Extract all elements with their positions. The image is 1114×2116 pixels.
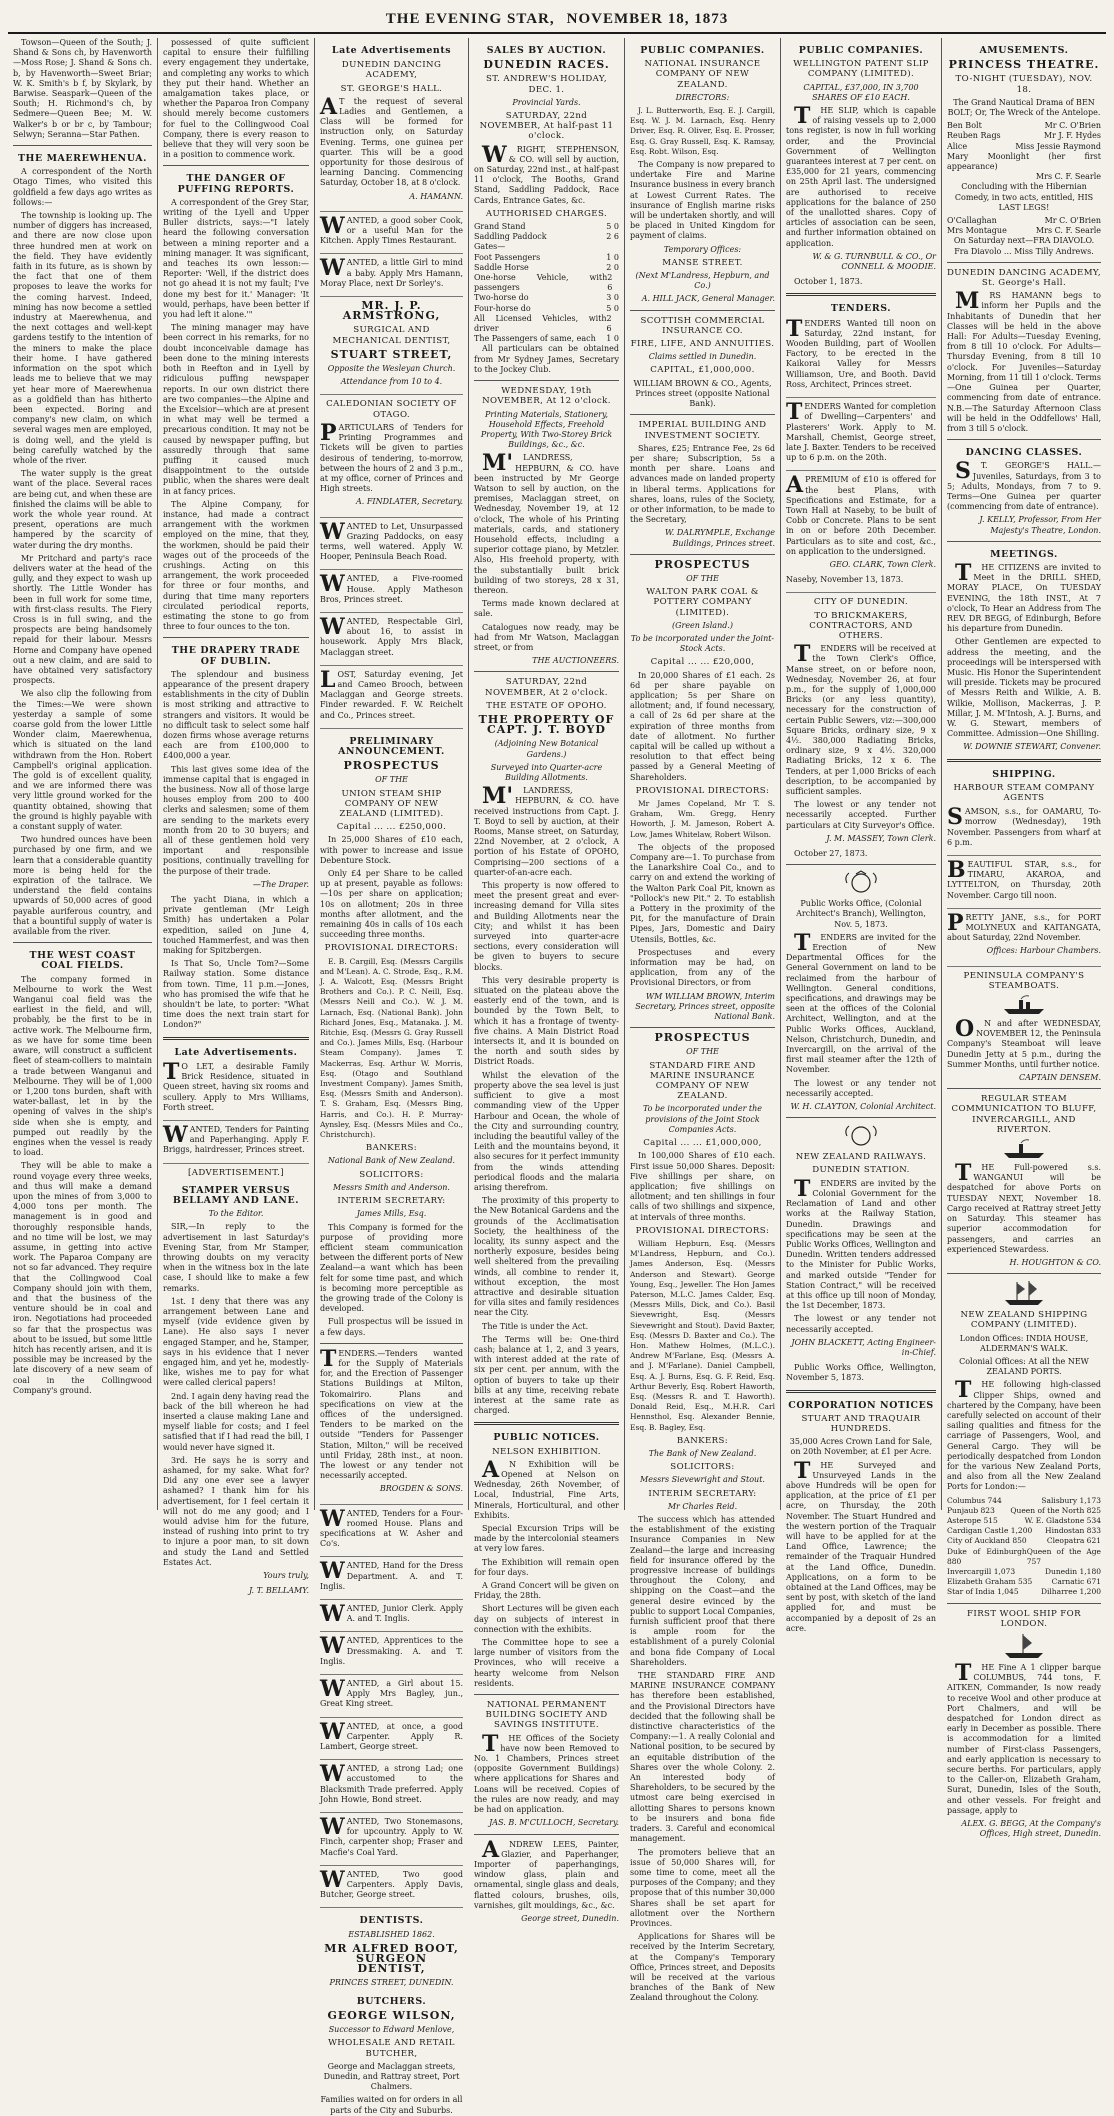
ship-entry: Star of India 1,045 (947, 1587, 1019, 1597)
railways-heading: NEW ZEALAND RAILWAYS. (795, 1152, 927, 1163)
cast-row (947, 216, 1101, 226)
charge-row-label: Gates— (474, 242, 506, 252)
race-entries-text: Towson—Queen of the South; J. Shand & Sons ch, by Havenworth—Moss Rose; J. Shand & Sons ch. b, by Havenworth—Sweet Briar; W. K. Smith's b f, by Skylark, by Barwise. Seaspark—Queen of the South; H. Richmond's ch, by Sedmere—Queen Bee; M. W. Walker's b or br c, by Tambour; Selwyn; Seranna—Star Pathen. (13, 38, 152, 139)
national-insurance-heading: NATIONAL INSURANCE COMPANY OF NEW ZEALAND. (644, 59, 761, 90)
ship-entry: Carnatic 671 (1051, 1577, 1101, 1587)
article-paragraph: They will be able to make a round voyage every three weeks, and thus will make a demand upon the mines of from 3,000 to 4,000 tons per month. The management is in good and thoroughly responsible hands, and no time will be lost, we may assume, in getting into active work. The Paparoa Company are not so far advanced. They require that the Collingwood Coal Company should join with them, and that the business of the venture should be in coal and iron. Negotiations had proceeded so far that the prospectus was about to be issued, but some little hitch has recently arisen, and it is possible may be increased by the late discovery of a new seam of coal in the Collingwood Company's ground. (13, 1161, 152, 1395)
ship-entry: Cleopatra 621 (1046, 1536, 1101, 1546)
charge-row-label: Four-horse do (474, 303, 531, 313)
fleet-row (947, 1577, 1101, 1587)
directors-list: E. B. Cargill, Esq. (Messrs Cargills and M'Lean). A. C. Strode, Esq., R.M. J. A. Walcott, Esq. (Messrs Bright Brothers and Co.). P. C. Neill, Esq. (Messrs Neill and Co.). W. J. M. Larnach, Esq. (National Bank). John Richard Jones, Esq., Matanaka. J. M. Ritchie, Esq. (Messrs G. Gray Russell and Co.). James Mills, Esq. (Harbour Steam Company). James T. Mackerras, Esq. Arthur W. Morris, Esq. (Otago and Southland Investment Company). James Smith, Esq. (Messrs Smith and Anderson). T. S. Graham, Esq. (Messrs Bing, Harris, and Co.). H. P. Murray-Aynsley, Esq. (Messrs Miles and Co., Christchurch). (320, 956, 463, 1140)
royal-crest-icon (841, 870, 881, 896)
maerewhenua-heading: THE MAEREWHENUA. (17, 153, 148, 165)
classified-ad: WANTED, at once, a good Carpenter. Apply R. Lambert, George street. (320, 1722, 463, 1761)
article-paragraph: Mr Pritchard and party's race delivers water at the head of the gully, and they expect to wash up shortly. The Little Wonder has been in full work for some time, with first-class results. The Fiery Cross is in full swing, and the prospects are being handsomely repaid for their labour. Messrs Horne and Company have opened out a new claim, and are said to have obtained very satisfactory prospects. (13, 553, 152, 686)
charge-row-value: 5 0 (606, 222, 619, 232)
fleet-row (947, 1526, 1101, 1536)
amusements-heading: AMUSEMENTS. (979, 45, 1069, 56)
corporation-notices-heading: CORPORATION NOTICES (788, 1399, 934, 1411)
west-coast-coal-heading: THE WEST COAST COAL FIELDS. (29, 950, 136, 972)
cast-row-value: Mrs C. F. Searle (1035, 226, 1101, 236)
article-paragraph: We also clip the following from the Times:—We were shown yesterday a sample of some coarse gold from the lower Little Wonder claim, Maerewhenua, which is situated on the land withdrawn from the Hon. Robert Campbell's original application. The gold is of excellent quality, and we are informed there was very little ground worked for the quantity obtained, showing that the ground is highly payable with a constant supply of water. (13, 689, 152, 832)
column-5: PUBLIC COMPANIES. NATIONAL INSURANCE COMPANY OF NEW ZEALAND. DIRECTORS: J. L. Butterworth, Esq. E. J. Cargill, Esq. W. J. M. Larnach, Esq. Henry Driver, Esq. R. Oliver, Esq. E. Prosser, Esq. G. Gray Russell, Esq. K. Ramsay, Esq. Robt. Wilson, Esq. The Company is now prepared to undertake Fire and Marine Insurance business in every branch at Lowest Current Rates. The insurance of English marine risks will be undertaken shortly, and will be placed in United Kingdom for payment of claims. Temporary Offices: MANSE STREET. (Next M'Landress, Hepburn, and Co.) A. HILL JACK, General Manager. SCOTTISH COMMERCIAL INSURANCE CO. FIRE, LIFE, AND ANNUITIES. Claims settled in Dunedin. CAPITAL, £1,000,000. WILLIAM BROWN & CO., Agents, Princes street (opposite National Bank). IMPERIAL BUILDING AND INVESTMENT SOCIETY. Shares, £25; Entrance Fee, 2s 6d per share; Subscription, 5s a month per share. Loans and advances made on landed property in liberal terms. Applications for shares, loans, rules of the Society, or other information, to be made to the Secretary, W. DALRYMPLE, Exchange Buildings, Princes street. PROSPECTUS OF THE WALTON PARK COAL & POTTERY COMPANY (LIMITED). (Green Island.) To be incorporated under the Joint-Stock Acts. Capital ... ... £20,000, In 20,000 Shares of £1 each. 2s 6d per share payable on application; 5s per Share on allotment; and, if found necessary, a call of 2s 6d per share at the expiration of three months from date of allotment. No further capital will be called up without a resolution to that effect being passed by a General Meeting of Shareholders. PROVISIONAL DIRECTORS: Mr James Copeland, Mr T. S. Graham, Wm. Gregg, Henry Howorth, J. M. Jameson, Robert A. Low, James Whitelaw, Robert Wilson. The objects of the proposed Company are—1. To purchase from the Lanarkshire Coal Co., and to carry on and extend the working of the Walton Park Coal Pit, known as "Pollock's new Pit." 2. To establish a Pottery in the proximity of the Pit, for the manufacture of Drain Pipes, Jars, Domestic and Dairy Utensils, Bottles, &c. Prospectuses and every information may be had, on application, from any of the Provisional Directors, or from WM WILLIAM BROWN, Interim Secretary, Princes street, opposite National Bank. PROSPECTUS OF THE STANDARD FIRE AND MARINE INSURANCE COMPANY OF NEW ZEALAND. To be incorporated under the provisions of the Joint Stock Companies Acts. Capital ... ... £1,000,000, In 100,000 Shares of £10 each. First issue 50,000 Shares. Deposit: Five shillings per share, on application; five shillings on allotment; and ten shillings in four calls of two shillings and sixpence, at intervals of three months. PROVISIONAL DIRECTORS: William Hepburn, Esq. (Messrs M'Landress, Hepburn, and Co.). James Anderson, Esq. (Messrs Anderson and Stewart). George Young, Esq., Jeweller. The Hon James Paterson, M.L.C. James Calder, Esq. (Messrs Mills, Dick, and Co.). Basil Sievewright, Esq. (Messrs Sievewright and Stout). David Baxter, Esq. (Messrs D. Baxter and Co.). The Hon. Mathew Holmes, (M.L.C.). Andrew M'Farlane, Esq. (Messrs A. and J. M'Farlane). Daniel Campbell, Esq. A. J. Burns, Esq. G. F. Reid, Esq. Arthur Beverly, Esq. Robert Haworth, Esq. (Messrs R. and T. Haworth). Donald Reid, Esq., M.H.R. Carl Hennsthol, Esq. Alexander Bennie, Esq. B. Bagley, Esq. BANKERS: The Bank of New Zealand. SOLICITORS: Messrs Sievewright and Stout. INTERIM SECRETARY: Mr Charles Reid. The success which has attended the establishment of the existing Insurance Companies in New Zealand—the large and increasing field for insurance offered by the progressive increase of buildings throughout the Colony, and shipping on the Coast—and the general desire evinced by the public to support Local Companies, furnish sufficient proof that there is ample room for the establishment of a purely Colonial and bona fide Company of Local Shareholders. THE STANDARD FIRE AND MARINE INSURANCE COMPANY has therefore been established, and the Provisional Directors have decided that the following shall be distinctive characteristics of the Company:—1. A really Colonial and National position, to be secured by an equitable distribution of the Shares over the whole Colony. 2. An interested body of Shareholders, to be secured by the utmost care being exercised in allotting Shares to persons known to be insurers and bona fide traders. 3. Careful and economical management. The promoters believe that an issue of 50,000 Shares will, for some time to come, meet all the purposes of the Company; and they propose that of this number 30,000 Shares shall be set apart for allotment over the Northern Provinces. Applications for Shares will be received by the Interim Secretary, at the Company's Temporary Office, Princes street, and Deposits will be received at the various branches of the Bank of New Zealand throughout the Colony. (625, 38, 781, 1510)
letter-paragraph: 1st. I deny that there was any arrangement between Lane and myself (vide evidence given by Lane). He also says I never engaged Stamper, and he, Stamper, says in his evidence that I never engaged him, and yet he, modestly-like, wishes me to pay for what were called clerical papers! (163, 1296, 309, 1388)
ship-entry: Queen of the North 825 (1010, 1505, 1101, 1515)
dunedin-races-heading: DUNEDIN RACES. (483, 58, 610, 72)
capital-line: Capital ... ... £250,000. (336, 822, 447, 833)
ship-entry: W. E. Gladstone 534 (1024, 1515, 1101, 1525)
classified-ad: WANTED, Tenders for a Four-roomed House. Plans and specifications at W. Asher and Co's. (320, 1509, 463, 1558)
authorised-charges-table (474, 222, 619, 344)
article-paragraph: The mining manager may have been correct in his remarks, for no doubt inconceivable damage has been done to the mining interests both in Reefton and in Lyell by ridiculous puffing newspaper reports. In our own district there are two companies—the Alpine and the Excelsior—which are at present in what may well be termed a precarious condition. It may not be caused by newspaper puffing, but assuredly through that same puffing it caused much disappointment to the outside public, when the shares were dealt in at fancy prices. (163, 323, 309, 496)
shipping-ad: PRETTY JANE, s.s., for PORT MOLYNEUX and KAITANGATA, about Saturday, 22nd November. Offices: Harbour Chambers. (947, 913, 1101, 967)
public-companies-heading: PUBLIC COMPANIES. (640, 45, 765, 56)
dentist-ad: MR. J. P. ARMSTRONG, SURGICAL AND MECHANICAL DENTIST, STUART STREET, Opposite the Wesleyan Church. Attendance from 10 to 4. (320, 301, 463, 395)
dancing-academy-heading: DUNEDIN DANCING ACADEMY, St. George's Hall. (947, 267, 1102, 289)
column-3: Late Advertisements DUNEDIN DANCING ACADEMY, ST. GEORGE'S HALL. AT the request of several Ladies and Gentlemen, a Class will be formed for instruction only, on Saturday Evening. Terms, one guinea per quarter. This will be a good opportunity for those desirous of learning Dancing. Commencing Saturday, October 18, at 8 o'clock. A. HAMANN. WANTED, a good sober Cook, or a useful Man for the Kitchen. Apply Times Restaurant. WANTED, a little Girl to mind a baby. Apply Mrs Hamann, Moray Place, next Dr Sorley's. MR. J. P. ARMSTRONG, SURGICAL AND MECHANICAL DENTIST, STUART STREET, Opposite the Wesleyan Church. Attendance from 10 to 4. CALEDONIAN SOCIETY OF OTAGO. PARTICULARS of Tenders for Printing Programmes and Tickets will be given to parties desirous of tendering, to-morrow, between the hours of 2 and 3 p.m., at my office, corner of Princes and High streets. A. FINDLATER, Secretary. WANTED to Let, Unsurpassed Grazing Paddocks, on easy terms, well watered. Apply W. Hooper, Peninsula Beach Road. WANTED, a Five-roomed House. Apply Matheson Bros, Princes street. WANTED, Respectable Girl, about 16, to assist in housework. Apply Mrs Black, Maclaggan street. LOST, Saturday evening, Jet and Cameo Brooch, between Maclaggan and George streets. Finder rewarded. F. W. Reichelt and Co., Princes street. PRELIMINARY ANNOUNCEMENT. PROSPECTUS OF THE UNION STEAM SHIP COMPANY OF NEW ZEALAND (LIMITED). Capital ... ... £250,000. In 25,000 Shares of £10 each, with power to increase and issue Debenture Stock. Only £4 per Share to be called up at present, payable as follows:—10s per share on application; 10s on allotment; 20s in three months after allotment, and the remaining 40s in calls of 10s each succeeding three months. PROVISIONAL DIRECTORS: E. B. Cargill, Esq. (Messrs Cargills and M'Lean). A. C. Strode, Esq., R.M. J. A. Walcott, Esq. (Messrs Bright Brothers and Co.). P. C. Neill, Esq. (Messrs Neill and Co.). W. J. M. Larnach, Esq. (National Bank). John Richard Jones, Esq., Matanaka. J. M. Ritchie, Esq. (Messrs G. Gray Russell and Co.). James Mills, Esq. (Harbour Steam Company). James T. Mackerras, Esq. Arthur W. Morris, Esq. (Otago and Southland Investment Company). James Smith, Esq. (Messrs Smith and Anderson). T. S. Graham, Esq. (Messrs Bing, Harris, and Co.). H. P. Murray-Aynsley, Esq. (Messrs Miles and Co., Christchurch). BANKERS: National Bank of New Zealand. SOLICITORS: Messrs Smith and Anderson. INTERIM SECRETARY: James Mills, Esq. This Company is formed for the purpose of providing more efficient steam communication between the different ports of New Zealand—a want which has been felt for some time past, and which is becoming more perceptible as the growing trade of the Colony is developed. Full prospectus will be issued in a few days. TENDERS.—Tenders wanted for the Supply of Materials for, and the Erection of Passenger Stations Buildings at Milton, Tokomairiro. Plans and specifications on view at the offices of the undersigned. Tenders to be marked on the outside "Tenders for Passenger Station, Milton," will be received until Friday, 28th inst., at noon. The lowest or any tender not necessarily accepted. BROGDEN & SONS. WANTED, Tenders for a Four-roomed House. Plans and specifications at W. Asher and Co's. WANTED, Hand for the Dress Department. A. and T. Inglis. WANTED, Junior Clerk. Apply A. and T. Inglis. WANTED, Apprentices to the Dressmaking. A. and T. Inglis. WANTED, a Girl about 15. Apply Mrs Bagley, jun., Great King street. WANTED, at once, a good Carpenter. Apply R. Lambert, George street. WANTED, a strong Lad; one accustomed to the Blacksmith Trade preferred. Apply John Howie, Bond street. WANTED, Two Stonemasons, for upcountry. Apply to W. Finch, carpenter shop; Fraser and Macfie's Coal Yard. WANTED, Two good Carpenters. Apply Davis, Butcher, George street. DENTISTS. ESTABLISHED 1862. MR ALFRED BOOT, SURGEON DENTIST, PRINCES STREET, DUNEDIN. BUTCHERS. GEORGE WILSON, Successor to Edward Menlove, WHOLESALE AND RETAIL BUTCHER, George and Maclaggan streets, Dunedin, and Rattray street, Port Chalmers. Families waited on for orders in all parts of the City and Suburbs. (315, 38, 469, 1510)
fleet-row (947, 1567, 1101, 1577)
fleet-table (947, 1496, 1101, 1598)
letter-signature: J. T. BELLAMY. (248, 1586, 309, 1596)
charge-row-value: 1 0 (606, 334, 619, 344)
tenders-ad: TENDERS.—Tenders wanted for the Supply of Materials for, and the Erection of Passenger Stations Buildings at Milton, Tokomairiro. Plans and specifications on view at the offices of the undersigned. Tenders to be marked on the outside "Tenders for Passenger Station, Milton," will be received until Friday, 28th inst., at noon. The lowest or any tender not necessarily accepted. BROGDEN & SONS. (320, 1349, 463, 1505)
classified-ad: WANTED, Apprentices to the Dressmaking. A. and T. Inglis. (320, 1636, 463, 1675)
ship-entry: Columbus 744 (947, 1495, 1002, 1505)
ship-entry: Duke of Edinburgh 880 (947, 1546, 1027, 1566)
ship-entry: Cardigan Castle 1,200 (947, 1526, 1033, 1536)
charge-row-label: Grand Stand (474, 222, 526, 232)
column-4: SALES BY AUCTION. DUNEDIN RACES. ST. ANDREW'S HOLIDAY, DEC. 1. Provincial Yards. SATURDAY, 22nd NOVEMBER, At half-past 11 o'clock. WRIGHT, STEPHENSON, & CO. will sell by auction, on Saturday, 22nd inst., at half-past 11 o'clock, The Booths, Grand Stand, Saddling Paddock, Race Cards, Entrance Gates, &c. AUTHORISED CHARGES. Grand Stand 5 0 Saddling Paddock 2 6 Gates— Foot Passengers 1 0 Saddle Horse 2 0 One-horse Vehicle, with passengers 2 6 Two-horse do 3 0 Four-horse do 5 0 All Licensed Vehicles, with driver 2 6 The Passengers of same, each 1 0 All particulars can be obtained from Mr Sydney James, Secretary to the Jockey Club. WEDNESDAY, 19th NOVEMBER, At 12 o'clock. Printing Materials, Stationery, Household Effects, Freehold Property, With Two-Storey Brick Buildings, &c., &c. M'LANDRESS, HEPBURN, & CO. have been instructed by Mr George Watson to sell by auction, on the premises, Maclaggan street, on Wednesday, November 19, at 12 o'clock, The whole of his Printing materials, cards, and stationery Household effects, including a superior cottage piano, by Metzler. Also, His freehold property, with the substantially built brick building of two storeys, 28 x 31, thereon. Terms made known declared at sale. Catalogues now ready, may be had from Mr Watson, Maclaggan street, or from THE AUCTIONEERS. SATURDAY, 22nd NOVEMBER, At 2 o'clock. THE ESTATE OF OPOHO. THE PROPERTY OF CAPT. J. T. BOYD (Adjoining New Botanical Gardens.) Surveyed into Quarter-acre Building Allotments. M'LANDRESS, HEPBURN, & CO. have received instructions from Capt. J. T. Boyd to sell by auction, at their Rooms, Manse street, on Saturday, 22nd November, at 2 o'clock, A portion of his Estate of OPOHO, Comprising—200 sections of a quarter-of-an-acre each. This property is now offered to meet the present great and ever-increasing demand for Villa sites and Building Allotments near the City; and whilst it has been surveyed into quarter-acre sections, every consideration will be given to buyers to secure blocks. This very desirable property is situated on the plateau above the easterly end of the town, and is bounded by the Town Belt, to which it has a frontage of twenty-five chains. A Main District Road intersects it, and it is bounded on the north and south sides by District Roads. Whilst the elevation of the property above the sea level is just sufficient to give a most commanding view of the Upper Harbour and Ocean, the whole of the City and surrounding country, including the beautiful valley of the Leith and the mountains beyond, it also secures for it perfect immunity from the winds attending periodical floods and the malaria arising therefrom. The proximity of this property to the New Botanical Gardens and the grounds of the Acclimatisation Society, the healthiness of the locality, its sunny aspect and the northerly exposure, besides being well sheltered from the prevailing winds, all combine to render it, without exception, the most attractive and desirable situation for villa sites and family residences near the City. The Title is under the Act. The Terms will be: One-third cash; balance at 1, 2, and 3 years, with interest added at the rate of six per cent. per annum, with the option of buyers to take up their bills at any time, receiving rebate interest at the same rate as charged. PUBLIC NOTICES. NELSON EXHIBITION. AN Exhibition will be Opened at Nelson on Wednesday, 26th November, of Local, Industrial, Fine Arts, Minerals, Horticultural, and other Exhibits. Special Excursion Trips will be made by the intercolonial steamers at very low fares. The Exhibition will remain open for four days. A Grand Concert will be given on Friday, the 28th. Short Lectures will be given each day on subjects of interest in connection with the exhibits. The Committee hope to see a large number of visitors from the Provinces, who will receive a hearty welcome from Nelson residents. NATIONAL PERMANENT BUILDING SOCIETY AND SAVINGS INSTITUTE. THE Offices of the Society have now been Removed to No. 1 Chambers, Princes street (opposite Government Buildings) where applications for Shares and Loans will be received. Copies of the rules are now ready, and may be had on application. JAS. B. M'CULLOCH, Secretary. ANDREW LEES, Painter, Glazier, and Paperhanger, Importer of paperhangings, window glass, plain and ornamental, single glass and deals, flatted colours, brushes, oils, varnishes, gilt mouldings, &c., &c. George street, Dunedin. (469, 38, 625, 1510)
andrew-lees-ad: ANDREW LEES, Painter, Glazier, and Paperhanger, Importer of paperhangings, window glass, plain and ornamental, single glass and deals, flatted colours, brushes, oils, varnishes, gilt mouldings, &c., &c. (474, 1836, 619, 1910)
ship-entry: Asterope 515 (947, 1515, 998, 1525)
classified-ad: TO LET, a desirable Family Brick Residence, situated in Queen street, having six rooms and scullery. Apply to Mrs Williams, Forth street. (163, 1062, 309, 1121)
prospectus-heading: PROSPECTUS (343, 759, 440, 773)
cast-row (947, 152, 1101, 172)
charge-row-label: Two-horse do (474, 293, 529, 303)
column-7: AMUSEMENTS. PRINCESS THEATRE. TO-NIGHT (TUESDAY), NOV. 18. The Grand Nautical Drama of BEN BOLT; Or, The Wreck of the Antelope. Ben Bolt Mr C. O'Brien Reuben Rags Mr J. F. Hydes Alice Miss Jessie Raymond Mary Moonlight (her first appearance) Mrs C. F. Searle Concluding with the Hibernian Comedy, in two acts, entitled, HIS LAST LEGS! O'Callaghan Mr C. O'Brien Mrs Montague Mrs C. F. Searle On Saturday next—FRA DIAVOLO. Fra Diavolo ... Miss Tilly Andrews. DUNEDIN DANCING ACADEMY, St. George's Hall. MRS HAMANN begs to inform her Pupils and the Inhabitants of Dunedin that her Classes will be held in the above Hall: For Adults—Tuesday Evening, from 8 till 10 o'clock. For Adults—Thursday Evening, from 8 till 10 o'clock. For Juveniles—Saturday Morning, from 11 till 1 o'clock. Terms—One Guinea per Quarter, commencing from date of entrance. N.B.—The Saturday Afternoon Class will be held in the Oddfellows' Hall, from 3 till 5 o'clock. DANCING CLASSES. ST. GEORGE'S HALL.—Juveniles, Saturdays, from 3 to 5; Adults, Mondays, from 7 to 9. Terms—One Guinea per quarter (commencing from date of entrance). J. KELLY, Professor, From Her Majesty's Theatre, London. MEETINGS. THE CITIZENS are invited to Meet in the DRILL SHED, MORAY PLACE, On TUESDAY EVENING, the 18th INST., At 7 o'clock, To Hear an Address from The REV. DR BEGG, of Edinburgh, Before his departure from Dunedin. Other Gentlemen are expected to address the meeting, and the proceedings will be interspersed with Music. His Honor the Superintendent will preside. Tickets may be procured of Messrs Reith and Wilkie, A. B. Wilkie, Mollison, Mackerras, J. P. Millar, J. M. M'Intosh, A. J. Burns, and W. G. Stewart, members of Committee. Admission—One Shilling. W. DOWNIE STEWART, Convener. SHIPPING. HARBOUR STEAM COMPANY AGENTS SAMSON, s.s., for OAMARU, To-morrow (Wednesday), 19th November. Passengers from wharf at 6 p.m. BEAUTIFUL STAR, s.s., for TIMARU, AKAROA, and LYTTELTON, on Thursday, 20th November. Cargo till noon. PRETTY JANE, s.s., for PORT MOLYNEUX and KAITANGATA, about Saturday, 22nd November. Offices: Harbour Chambers. PENINSULA COMPANY'S STEAMBOATS. ON and after WEDNESDAY, NOVEMBER 12, the Peninsula Company's Steamboat will leave Dunedin Jetty at 5 p.m., during the Summer Months, until further notice. CAPTAIN DENSEM. REGULAR STEAM COMMUNICATION TO BLUFF, INVERCARGILL, AND RIVERTON. THE Full-powered s.s. WANGANUI will be despatched for above Ports on TUESDAY NEXT, November 18. Cargo received at Rattray street Jetty on Saturday. This steamer has superior accommodation for passengers, and carries an experienced Stewardess. H. HOUGHTON & CO. NEW ZEALAND SHIPPING COMPANY (LIMITED). London Offices: INDIA HOUSE, ALDERMAN'S WALK. Colonial Offices: At all the NEW ZEALAND PORTS. THE following high-classed Clipper Ships, owned and chartered by the Company, have been carefully selected on account of their sailing qualities and fitness for the carriage of Passengers, Wool, and General Cargo. They will be periodically despatched from London for the various New Zealand Ports, and also from all the New Zealand Ports for London:— Columbus 744 Salisbury 1,173 Punjaub 823 Queen of the North 825 Asterope 515 W. E. Gladstone 534 Cardigan Castle 1,200 Hindostan 833 City of Auckland 850 Cleopatra 621 Duke of Edinburgh 880 Queen of the Age 757 Invercargill 1,073 Dunedin 1,180 Elizabeth Graham 535 Carnatic 671 Star of India 1,045 Dilharree 1,200 FIRST WOOL SHIP FOR LONDON. THE Fine A 1 clipper barque COLUMBUS, 744 tons, F. AITKEN, Commander, Is now ready to receive Wool and other produce at Port Chalmers, and will be despatched for London direct as early in December as possible. There is accommodation for a limited number of First-class Passengers, and early application is necessary to secure berths. For particulars, apply to the Caller-on, Elizabeth Graham, Surat, Dunedin, Isles of the South, and other vessels. For freight and passage, apply to ALEX. G. BEGG, At the Company's Offices, High street, Dunedin. (947, 45, 1102, 1839)
masthead-date: NOVEMBER 18, 1873 (566, 10, 729, 27)
ship-entry: Invercargill 1,073 (947, 1566, 1016, 1576)
caledonian-society-ad: CALEDONIAN SOCIETY OF OTAGO. PARTICULARS of Tenders for Printing Programmes and Tickets will be given to parties desirous of tendering, to-morrow, between the hours of 2 and 3 p.m., at my office, corner of Princes and High streets. A. FINDLATER, Secretary. (320, 399, 463, 517)
charge-row-value: 2 6 (607, 273, 613, 293)
article-paragraph: The splendour and business appearance of the present drapery establishments in the city of Dublin is most striking and attractive to strangers and visitors. It would be no difficult task to select some half dozen firms whose average returns each are from £100,000 to £400,000 a year. (163, 669, 309, 761)
charge-row (474, 222, 619, 232)
ship-entry: Dilharree 1,200 (1040, 1587, 1101, 1597)
classified-ad: WANTED, a good sober Cook, or a useful Man for the Kitchen. Apply Times Restaurant. (320, 216, 463, 255)
classified-ad: WANTED, Junior Clerk. Apply A. and T. Inglis. (320, 1604, 463, 1632)
preliminary-announcement-heading: PRELIMINARY ANNOUNCEMENT. (338, 735, 445, 757)
public-notices-heading: PUBLIC NOTICES. (493, 1432, 600, 1444)
charge-row-value: 3 0 (606, 293, 619, 303)
classified-ad: WANTED to Let, Unsurpassed Grazing Paddocks, on easy terms, well watered. Apply W. Hooper, Peninsula Beach Road. (320, 522, 463, 571)
classified-ad: LOST, Saturday evening, Jet and Cameo Brooch, between Maclaggan and George streets. Finder rewarded. F. W. Reichelt and Co., Princes street. (320, 670, 463, 729)
tender-ad: TENDERS Wanted till noon on Saturday, 22nd instant, for Wooden Building, part of Woollen Factory, to be erected in the Kaikorai Valley for Messrs Williamson, Ure, and Booth. David Ross, Architect, Princes street. (786, 319, 936, 398)
classified-ad: WANTED, Hand for the Dress Department. A. and T. Inglis. (320, 1561, 463, 1600)
classified-ad: WANTED, Tenders for Painting and Paperhanging. Apply F. Briggs, hairdresser, Princes street. (163, 1125, 309, 1164)
advertisement-label: [ADVERTISEMENT.] (188, 1167, 284, 1178)
article-paragraph: The yacht Diana, in which a private gentleman (Mr Leigh Smith) has undertaken a Polar expedition, sailed on June 4, touched Hammerfest, and was then making for Spitzbergen. (163, 895, 309, 956)
cast-row-label: O'Callaghan (947, 216, 997, 226)
charge-row-label: The Passengers of same, each (474, 334, 596, 344)
late-advertisements-heading: Late Advertisements. (174, 1046, 298, 1058)
charge-row (474, 273, 619, 293)
city-of-dunedin-heading: CITY OF DUNEDIN. (813, 597, 909, 608)
masthead-title: THE EVENING STAR, (385, 10, 555, 27)
fleet-row (947, 1536, 1101, 1546)
fleet-row (947, 1496, 1101, 1506)
letter-heading: STAMPER VERSUS BELLAMY AND LANE. (172, 1184, 300, 1206)
sailing-ship-icon (1001, 1279, 1047, 1307)
article-paragraph: This last gives some idea of the immense capital that is engaged in the business. Now all of those large houses employ from 200 to 400 clerks and salesmen; some of them are sending to the markets every month from 20 to 30 buyers; and all of these gentlemen hold very important and responsible positions, continually travelling for the purpose of their trade. (163, 764, 309, 876)
columns (8, 38, 1106, 2115)
masthead (8, 6, 1106, 34)
classified-ad: WANTED, Two good Carpenters. Apply Davis, Butcher, George street. (320, 1870, 463, 1909)
scottish-commercial-heading: SCOTTISH COMMERCIAL INSURANCE CO. (640, 315, 765, 336)
column-6: PUBLIC COMPANIES. WELLINGTON PATENT SLIP COMPANY (LIMITED). CAPITAL, £37,000, IN 3,700 SHARES OF £10 EACH. THE SLIP, which is capable of raising vessels up to 2,000 tons register, is now in full working order, and the Provincial Government of Wellington guarantees interest at 7 per cent. on £35,000 for 21 years, commencing on 25th April last. The undersigned are authorised to receive applications for the balance of 250 of the unallotted shares. Copy of articles of association can be seen, and further information obtained on application. W. & G. TURNBULL & CO., Or CONNELL & MOODIE. October 1, 1873. TENDERS. TENDERS Wanted till noon on Saturday, 22nd instant, for Wooden Building, part of Woollen Factory, to be erected in the Kaikorai Valley for Messrs Williamson, Ure, and Booth. David Ross, Architect, Princes street. TENDERS Wanted for completion of Dwelling—Carpenters' and Plasterers' Work. Apply to M. Marshall, Chemist, George street, late J. Baxter. Tenders to be received up to 6 p.m. on the 20th. APREMIUM of £10 is offered for the best Plans, with Specifications and Estimate, for a Town Hall at Naseby, to be built of Cobb or Concrete. Plans to be sent in on or before 20th December. Particulars as to site and cost, &c., on application to the undersigned. GEO. CLARK, Town Clerk. Naseby, November 13, 1873. CITY OF DUNEDIN. TO BRICKMAKERS, CONTRACTORS, AND OTHERS. TENDERS will be received at the Town Clerk's Office, Manse street, on or before noon, Wednesday, November 26, at four p.m., for the supply of 1,000,000 Bricks (or any less quantity), necessary for the construction of certain Public Sewers, viz:—300,000 Square Bricks, ordinary size, 9 x 4½. 380,000 Radiating Bricks, ordinary size, 9 x 4½. 320,000 Radiating Bricks, 12 x 6. The Tenders, at per 1,000 Bricks of each description, to be accompanied by sufficient samples. The lowest or any tender not necessarily accepted. Further particulars at City Surveyor's Office. J. M. MASSEY, Town Clerk. October 27, 1873. Public Works Office, (Colonial Architect's Branch), Wellington, Nov. 5, 1873. TENDERS are invited for the Erection of New Departmental Offices for the General Government on land to be reclaimed from the harbour of Wellington. General conditions, specifications, and drawings may be seen at the offices of the Colonial Architect, Wellington, and at the Public Works Offices, Auckland, Nelson, Christchurch, Dunedin, and Invercargill, on the arrival of the first mail steamer after the 12th of November. The lowest or any tender not necessarily accepted. W. H. CLAYTON, Colonial Architect. NEW ZEALAND RAILWAYS. DUNEDIN STATION. TENDERS are invited by the Colonial Government for the Reclamation of Land and other works at the Railway Station, Dunedin. Drawings and specifications may be seen at the Public Works Offices, Wellington and Dunedin. Written tenders addressed to the Minister for Public Works, and marked outside "Tender for Station Contract," will be received at this office up till noon of Monday, the 1st December, 1873. The lowest or any tender not necessarily accepted. JOHN BLACKETT, Acting Engineer-in-Chief. Public Works Office, Wellington, November 5, 1873. CORPORATION NOTICES STUART AND TRAQUAIR HUNDREDS. 35,000 Acres Crown Land for Sale, on 20th November, at £1 per Acre. THE Surveyed and Unsurveyed Lands in the above Hundreds will be open for application, at the price of £1 per acre, on Thursday, the 20th November. The Stuart Hundred and the western portion of the Traquair will have to be applied for at the Land Office, Lawrence; the remainder of the Traquair Hundred at the Land Office, Dunedin. Applications, on a form to be obtained at the Land Offices, may be sent by post, with sketch of the land applied for, and must be accompanied by a deposit of 2s an acre. (781, 38, 942, 1510)
walton-park-heading: WALTON PARK COAL & POTTERY COMPANY (LIMITED). (646, 587, 759, 618)
classified-ad: WANTED, Respectable Girl, about 16, to assist in housework. Apply Mrs Black, Maclaggan street. (320, 617, 463, 666)
letter-salutation: To the Editor. (208, 1209, 264, 1219)
letter-closing: Yours truly, (263, 1571, 309, 1581)
cast-row-label: Mrs Montague (947, 226, 1007, 236)
letter-paragraph: SIR,—In reply to the advertisement in last Saturday's Evening Star, from Mr Stamper, throwing doubts on my veracity when in the witness box in the late case, I should like to make a few remarks. (163, 1222, 309, 1293)
article-source: —The Draper. (252, 879, 309, 889)
ship-entry: City of Auckland 850 (947, 1536, 1027, 1546)
wool-ship-heading: FIRST WOOL SHIP FOR LONDON. (967, 1608, 1081, 1629)
charge-row-label: All Licensed Vehicles, with driver (474, 313, 607, 334)
article-paragraph: Two hundred ounces have been purchased by one firm, and we learn that a considerable quantity more is being held for the expiration of the tailrace. We understand the field contains upwards of 50,000 acres of good payable auriferous country, and that a bountiful supply of water is available from the river. (13, 835, 152, 937)
cast-row (947, 226, 1101, 236)
peninsula-steamboats-heading: PENINSULA COMPANY'S STEAMBOATS. (963, 970, 1085, 991)
charge-row-value: 5 0 (606, 303, 619, 313)
classified-ad: WANTED, a Girl about 15. Apply Mrs Bagley, jun., Great King street. (320, 1679, 463, 1718)
classified-ad: WANTED, a little Girl to mind a baby. Apply Mrs Hamann, Moray Place, next Dr Sorley's. (320, 258, 463, 297)
charge-row (474, 293, 619, 303)
charge-row (474, 263, 619, 273)
imperial-building-heading: IMPERIAL BUILDING AND INVESTMENT SOCIETY. (638, 420, 767, 441)
ship-entry: Punjaub 823 (947, 1505, 995, 1515)
dancing-classes-heading: DANCING CLASSES. (965, 447, 1083, 459)
sales-by-auction-heading: SALES BY AUCTION. (486, 45, 607, 56)
fleet-row (947, 1547, 1101, 1567)
standard-fire-heading: STANDARD FIRE AND MARINE INSURANCE COMPANY OF NEW ZEALAND. (649, 1060, 756, 1102)
letter-paragraph: 2nd. I again deny having read the back of the bill whereon he had inserted a clause making Lane and myself liable for costs; and I feel satisfied that if I had read the bill, I would never have signed it. (163, 1391, 309, 1452)
article-paragraph: Is That So, Uncle Tom?—Some Railway station. Some distance from town. Time, 11 p.m.—Jones, who has promised the wife that he shouldn't be late, to porter: "What time does the next train start for London?" (163, 959, 309, 1030)
fleet-row (947, 1587, 1101, 1597)
cast-row-label: Ben Bolt (947, 121, 982, 131)
cast-row-value: Mr C. O'Brien (1044, 121, 1101, 131)
fleet-row (947, 1506, 1101, 1516)
charge-row-value: 2 6 (606, 313, 612, 334)
cast-row-label: Mary Moonlight (her first appearance) (947, 151, 1101, 172)
butchers-heading: BUTCHERS. (356, 1995, 427, 2007)
ship-entry: Elizabeth Graham 535 (947, 1577, 1033, 1587)
article-paragraph: possessed of quite sufficient capital to ensure their fulfilling every engagement they undertake, and completing any works to which they put their hand. Whether an amalgamation takes place, or whether the Paparoa Iron Company should merely become customers for fuel to the Collingwood Coal Company, there is every reason to believe that they will very soon be in a position to commence work. (163, 38, 309, 160)
cast-row-label: Alice (947, 141, 968, 151)
princess-theatre-heading: PRINCESS THEATRE. (948, 58, 1100, 72)
cast-row-value: Mr J. F. Hydes (1043, 131, 1101, 141)
shipping-heading: SHIPPING. (992, 768, 1056, 780)
charge-row-value: 1 0 (606, 252, 619, 262)
article-paragraph: The water supply is the great want of the place. Several races are being cut, and when these are finished the claims will be able to work the whole year round. At present, operations are much hampered by the scarcity of water during the dry months. (13, 469, 152, 550)
classified-ad: WANTED, a strong Lad; one accustomed to the Blacksmith Trade preferred. Apply John Howie, Bond street. (320, 1764, 463, 1813)
article-paragraph: The company formed in Melbourne to work the West Wanganui coal field was the earliest in the field, and will, probably, be the first to be in active work. The Melbourne firm, as we have for some time been aware, will construct a sufficient fleet of steam-colliers to maintain a trade between Wanganui and Melbourne. They will be of 1,000 or 1,200 tons burden, shaft with water-ballast, let in by the opening of valves in the ship's side when she is empty, and pumped out readily by the engines when the vessel is ready to load. (13, 974, 152, 1158)
charge-row (474, 314, 619, 334)
cast-row-value: Mr C. O'Brien (1044, 216, 1101, 226)
dentists-heading: DENTISTS. (359, 1915, 424, 1927)
charge-row-label: Saddle Horse (474, 262, 529, 272)
royal-crest-icon (841, 1123, 881, 1149)
cast-row (947, 121, 1101, 131)
steamship-icon (1001, 994, 1047, 1016)
puffing-reports-heading: THE DANGER OF PUFFING REPORTS. (177, 173, 295, 195)
sailing-ship-icon (1001, 1632, 1047, 1660)
ship-entry: Queen of the Age 757 (1026, 1546, 1101, 1566)
charge-row (474, 253, 619, 263)
charge-row-value: 2 0 (606, 262, 619, 272)
building-society-heading: NATIONAL PERMANENT BUILDING SOCIETY AND SAVINGS INSTITUTE. (485, 1700, 608, 1731)
meetings-heading: MEETINGS. (990, 548, 1058, 560)
tender-ad: TENDERS Wanted for completion of Dwelling—Carpenters' and Plasterers' Work. Apply to M. Marshall, Chemist, George street, late J. Baxter. Tenders to be received up to 6 p.m. on the 20th. (786, 402, 936, 471)
cast-row (947, 131, 1101, 141)
drapery-trade-heading: THE DRAPERY TRADE OF DUBLIN. (171, 645, 301, 667)
charge-row-value: 2 6 (606, 232, 619, 242)
article-paragraph: The township is looking up. The number of diggers has increased, and there are now close upon three hundred men at work on the field. They have evidently faith in its future, as is shown by the fact that one of them proposes to leave the works for the coming harvest. Indeed, mining has now become a settled industry at Maerewhenua, and the next cottages and well-kept gardens testify to the intention of the miners to make the place their home. I have gathered information on the spot which leads me to believe that we may yet hear more of Maerewhenua as a goldfield than has hitherto been expected. Boring and company's new claim, on which several wages men are employed, is doing well, and the yield is being carefully watched by the whole of the river. (13, 211, 152, 465)
article-paragraph: The Alpine Company, for instance, had made a contract arrangement with the workmen employed on the mine, that they, the workmen, should be paid their wages out of the proceeds of the crushings. Acting on this arrangement, the work proceeded for three or four months, and during that time many reporters circulated periodical reports, estimating the stone to go from three to four ounces to the ton. (163, 499, 309, 632)
cast-row (947, 172, 1101, 182)
column-1 (8, 38, 158, 1510)
union-steam-ship-heading: UNION STEAM SHIP COMPANY OF NEW ZEALAND (LIMITED). (339, 788, 444, 819)
fleet-row (947, 1516, 1101, 1526)
shipping-ad: SAMSON, s.s., for OAMARU, To-morrow (Wednesday), 19th November. Passengers from wharf at 6 p.m. (947, 807, 1101, 856)
cast-row-value: Mrs C. F. Searle (1035, 172, 1101, 182)
classified-ad: WANTED, Two Stonemasons, for upcountry. Apply to W. Finch, carpenter shop; Fraser and Macfie's Coal Yard. (320, 1817, 463, 1866)
ship-entry: Salisbury 1,173 (1041, 1495, 1101, 1505)
cast-row-label: Reuben Rags (947, 131, 1001, 141)
column-2 (158, 38, 315, 1596)
tenders-heading: TENDERS. (830, 303, 892, 315)
classified-ad: WANTED, a Five-roomed House. Apply Matheson Bros, Princes street. (320, 574, 463, 613)
ship-entry: Dunedin 1,180 (1045, 1566, 1101, 1576)
charge-row (474, 334, 619, 344)
nelson-exhibition-heading: NELSON EXHIBITION. (492, 1446, 601, 1457)
dancing-academy-ad: DUNEDIN DANCING ACADEMY, ST. GEORGE'S HALL. AT the request of several Ladies and Gentlemen, a Class will be formed for instruction only, on Saturday Evening. Terms, one guinea per quarter. This will be a good opportunity for those desirous of learning Dancing. Commencing Saturday, October 18, at 8 o'clock. A. HAMANN. (320, 60, 463, 212)
charge-row-label: One-horse Vehicle, with passengers (474, 273, 608, 293)
cast-list (947, 216, 1101, 236)
article-paragraph: A correspondent of the North Otago Times, who visited this goldfield a few days ago writes as follows:— (13, 167, 152, 207)
charge-row-label: Foot Passengers (474, 252, 541, 262)
article-paragraph: A correspondent of the Grey Star, writing of the Lyell and Upper Buller districts, says:—"I lately heard the following conversation between a mining reporter and a mining manager. It was significant, and teaches its own lesson:—Reporter: 'Well, if the district does not go ahead it is not my fault; I've done my best for it.' Manager: 'It would, perhaps, have been better if you had left it alone.'" (163, 197, 309, 320)
late-advertisements-heading: Late Advertisements (331, 45, 452, 56)
public-companies-heading: PUBLIC COMPANIES. (798, 45, 924, 56)
ship-entry: Hindostan 833 (1045, 1526, 1101, 1536)
cast-list (947, 121, 1101, 182)
steamship-icon (1001, 1138, 1047, 1160)
shipping-ad: BEAUTIFUL STAR, s.s., for TIMARU, AKAROA, and LYTTELTON, on Thursday, 20th November. Cargo till noon. (947, 860, 1101, 909)
charge-row-label: Saddling Paddock (474, 232, 547, 242)
letter-paragraph: 3rd. He says he is sorry and ashamed, for my sake. What for? Did any one ever see a lawyer ashamed? I thank him for his advertisement, for I feel certain it will not do me any good; and I would advise him for the future, instead of rushing into print to try to injure a poor man, to sit down and study the Land and Settled Estates Act. (163, 1455, 309, 1567)
charge-row (474, 242, 619, 252)
charge-row (474, 232, 619, 242)
tender-ad: APREMIUM of £10 is offered for the best Plans, with Specifications and Estimate, for a Town Hall at Naseby, to be built of Cobb or Concrete. Plans to be sent in on or before 20th December. Particulars as to site and cost, &c., on application to the undersigned. GEO. CLARK, Town Clerk. Naseby, November 13, 1873. (786, 475, 936, 593)
nz-shipping-heading: NEW ZEALAND SHIPPING COMPANY (LIMITED). (960, 1310, 1088, 1331)
cast-row (947, 142, 1101, 152)
patent-slip-heading: WELLINGTON PATENT SLIP COMPANY (LIMITED). (793, 59, 929, 80)
cast-row-value: Miss Jessie Raymond (1015, 141, 1101, 151)
charge-row (474, 304, 619, 314)
